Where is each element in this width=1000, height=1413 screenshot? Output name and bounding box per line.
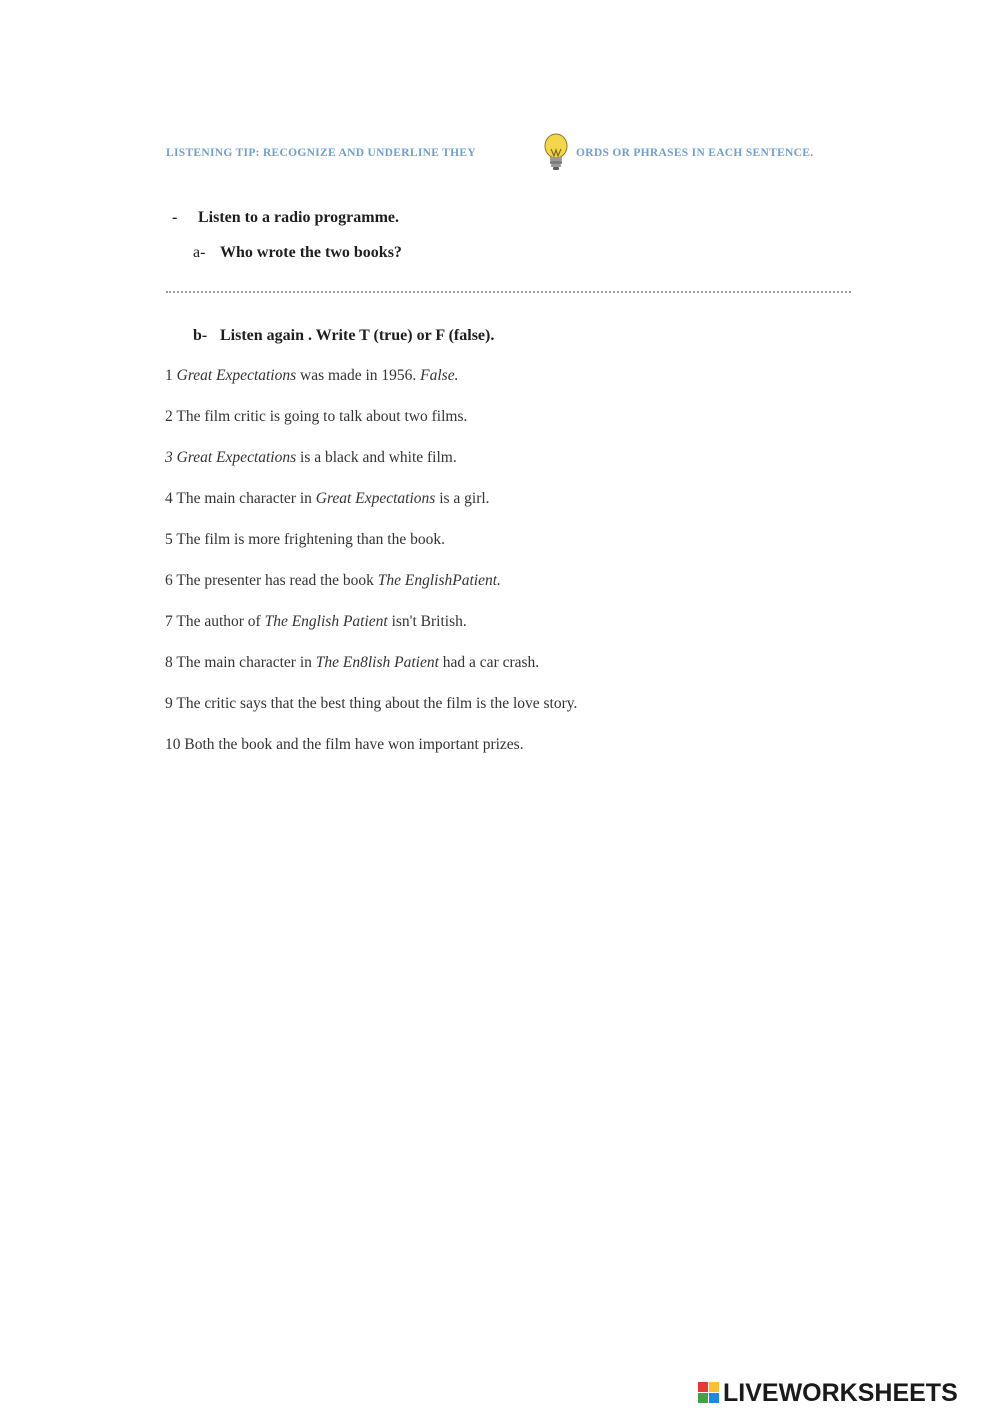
statement-text: 9 The critic says that the best thing about the film is the love story. [165, 695, 578, 712]
statement-text: is a girl. [435, 490, 490, 507]
statement-text: 4 The main character in [165, 490, 316, 507]
tip-text-end: ORDS OR PHRASES IN EACH SENTENCE. [576, 147, 814, 159]
statement-item [165, 654, 577, 695]
statement-text: isn't British. [387, 613, 467, 630]
italic-title: Great Expectations [176, 367, 297, 384]
logo-square [698, 1382, 708, 1392]
statement-item [165, 408, 577, 449]
answer-line[interactable] [166, 287, 851, 293]
statement-text: 2 The film critic is going to talk about two films. [165, 408, 468, 425]
question-a [193, 244, 402, 262]
statement-text: had a car crash. [438, 654, 540, 671]
statement-item [165, 490, 577, 531]
logo-square [698, 1393, 708, 1403]
statement-item [165, 695, 577, 736]
statement-item [165, 572, 577, 613]
question-a-marker: a- [193, 244, 206, 261]
lightbulb-icon [538, 131, 574, 173]
statement-item [165, 449, 577, 490]
statement-text: 8 The main character in [165, 654, 316, 671]
section-heading [172, 209, 399, 227]
logo-square [709, 1382, 719, 1392]
italic-title: Great Expectations [315, 490, 436, 507]
question-b-text: Listen again . Write T (true) or F (false). [220, 327, 495, 344]
question-b [193, 327, 494, 345]
italic-title: False. [420, 367, 459, 384]
statement-item [165, 367, 577, 408]
statement-item [165, 613, 577, 654]
logo-square [709, 1393, 719, 1403]
section-title: Listen to a radio programme. [198, 209, 400, 226]
statement-text: 1 [165, 367, 177, 384]
statement-item [165, 531, 577, 572]
question-a-text: Who wrote the two books? [220, 244, 402, 261]
brand-logo [698, 1378, 958, 1407]
statement-text: was made in 1956. [296, 367, 421, 384]
italic-title: The En8lish Patient [315, 654, 439, 671]
statement-text: 10 Both the book and the film have won important prizes. [165, 736, 524, 753]
question-b-marker: b- [193, 327, 208, 344]
statement-text: 5 The film is more frightening than the book. [165, 531, 445, 548]
statement-text: 7 The author of [165, 613, 265, 630]
italic-title: The EnglishPatient. [377, 572, 501, 589]
bullet-dash: - [172, 209, 178, 226]
tip-text-start: LISTENING TIP: RECOGNIZE AND UNDERLINE THEY [166, 147, 476, 159]
liveworksheets-logo-icon [698, 1382, 720, 1404]
statement-item [165, 736, 577, 777]
statement-text: 6 The presenter has read the book [165, 572, 378, 589]
statement-list [165, 367, 577, 777]
statement-text: is a black and white film. [296, 449, 457, 466]
brand-name: LIVEWORKSHEETS [723, 1378, 958, 1407]
italic-title: The English Patient [264, 613, 388, 630]
italic-title: 3 Great Expectations [165, 449, 297, 466]
